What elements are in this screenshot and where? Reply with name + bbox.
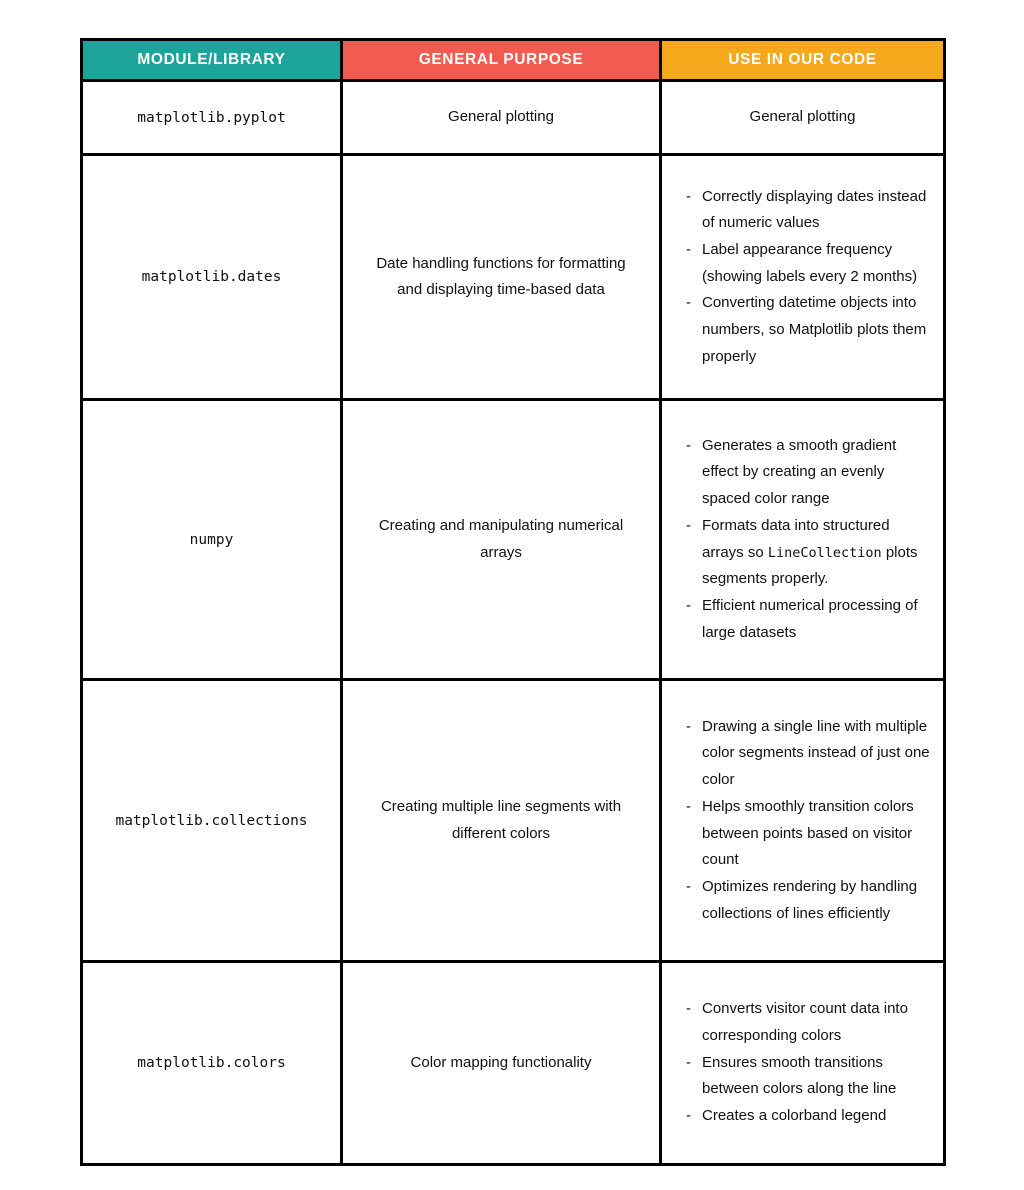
use-bullet-item [686, 1103, 933, 1130]
header-cell-general-purpose: GENERAL PURPOSE [342, 40, 661, 81]
bullet-dash: - [686, 877, 691, 895]
bullet-text: Converting datetime objects into numbers, so Matplotlib plots them properly [702, 294, 927, 365]
use-in-code-cell [661, 155, 945, 400]
table-body [82, 81, 945, 1165]
use-bullet-item [686, 874, 933, 927]
bullet-text: Creates a colorband legend [702, 1107, 887, 1125]
bullet-text: Formats data into structured arrays so LineCollection plots segments properly. [702, 516, 918, 588]
header-row [82, 40, 945, 81]
use-bullet-item [686, 433, 933, 513]
table-row [82, 155, 945, 400]
use-bullet-item [686, 794, 933, 874]
use-bullet-item [686, 714, 933, 794]
table-row [82, 680, 945, 962]
bullet-text: Ensures smooth transitions between colors along the line [702, 1053, 897, 1098]
modules-table-wrapper [80, 38, 946, 1166]
bullet-text: Helps smoothly transition colors between points based on visitor count [702, 797, 914, 869]
module-name-cell: matplotlib.pyplot [82, 81, 342, 155]
table-row [82, 400, 945, 680]
bullet-dash: - [686, 436, 691, 454]
bullet-text: Converts visitor count data into corresponding colors [702, 1000, 908, 1044]
module-name-cell: matplotlib.colors [82, 962, 342, 1165]
bullet-text: Efficient numerical processing of large datasets [702, 596, 918, 641]
use-bullet-item [686, 1050, 933, 1103]
bullet-text: Drawing a single line with multiple color segments instead of just one color [702, 717, 930, 789]
use-in-code-cell [661, 962, 945, 1165]
use-in-code-cell: General plotting [661, 81, 945, 155]
bullet-dash: - [686, 797, 691, 815]
module-name-cell: matplotlib.collections [82, 680, 342, 962]
use-bullet-item [686, 290, 933, 370]
modules-table [80, 38, 946, 1166]
general-purpose-cell: Color mapping functionality [342, 962, 661, 1165]
bullet-text: Correctly displaying dates instead of numeric values [702, 187, 927, 232]
bullet-dash: - [686, 240, 691, 258]
use-bullet-item [686, 593, 933, 646]
use-bullet-item [686, 996, 933, 1049]
general-purpose-cell: Creating multiple line segments with different colors [342, 680, 661, 962]
use-bullet-item [686, 184, 933, 237]
bullet-dash: - [686, 1053, 691, 1071]
bullet-dash: - [686, 717, 691, 735]
use-bullet-item [686, 513, 933, 593]
use-in-code-cell [661, 400, 945, 680]
header-cell-module-library: MODULE/LIBRARY [82, 40, 342, 81]
general-purpose-cell: Date handling functions for formatting and displaying time-based data [342, 155, 661, 400]
use-bullet-item [686, 237, 933, 290]
bullet-text: Generates a smooth gradient effect by creating an evenly spaced color range [702, 436, 897, 508]
table-row [82, 962, 945, 1165]
bullet-dash: - [686, 187, 691, 205]
bullet-text: Optimizes rendering by handling collections of lines efficiently [702, 877, 918, 922]
module-name-cell: matplotlib.dates [82, 155, 342, 400]
bullet-dash: - [686, 1000, 691, 1018]
general-purpose-cell: Creating and manipulating numerical arrays [342, 400, 661, 680]
use-in-code-cell [661, 680, 945, 962]
bullet-dash: - [686, 516, 691, 534]
table-row [82, 81, 945, 155]
bullet-dash: - [686, 1107, 691, 1125]
general-purpose-cell: General plotting [342, 81, 661, 155]
module-name-cell: numpy [82, 400, 342, 680]
bullet-dash: - [686, 596, 691, 614]
header-cell-use-in-our-code: USE IN OUR CODE [661, 40, 945, 81]
bullet-text: Label appearance frequency (showing labels every 2 months) [702, 240, 918, 285]
bullet-dash: - [686, 294, 691, 312]
